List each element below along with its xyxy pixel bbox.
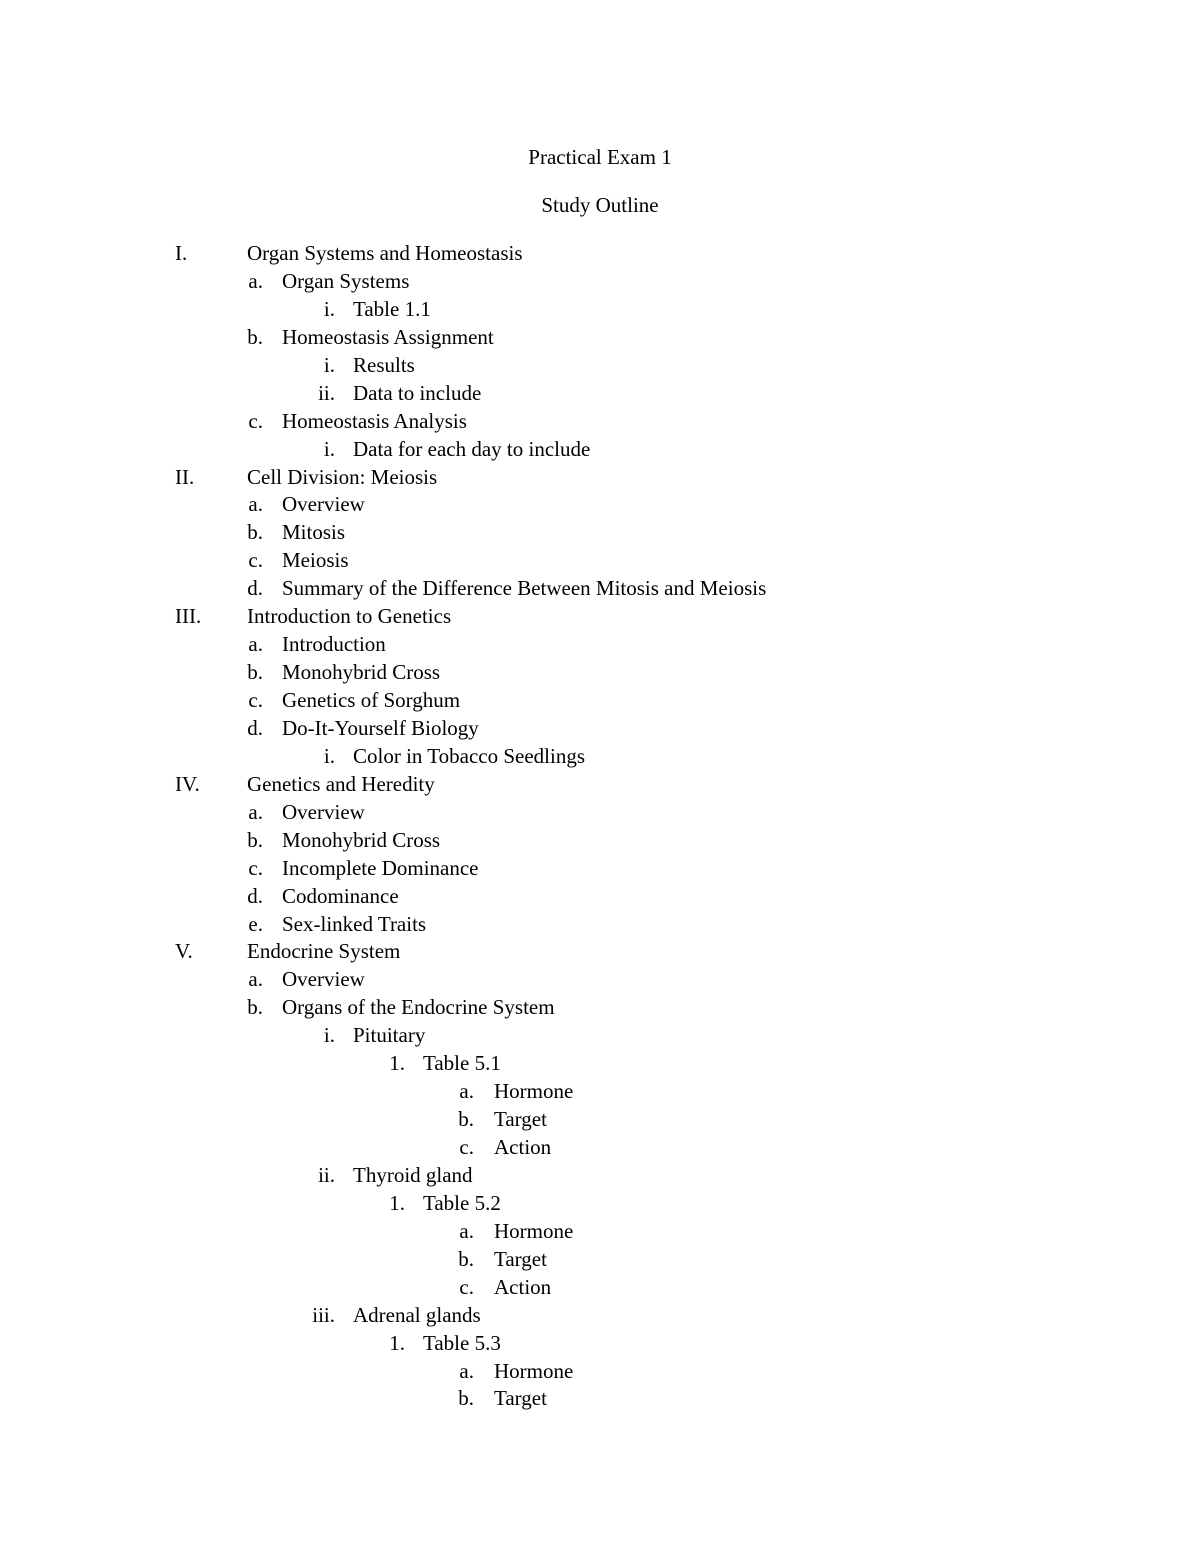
outline-marker: b.	[458, 1107, 474, 1132]
outline-marker: iii.	[312, 1302, 335, 1327]
outline-text: Table 1.1	[353, 296, 431, 321]
outline-text: Overview	[282, 492, 365, 517]
outline-text: Target	[494, 1386, 547, 1411]
outline-marker: 1.	[389, 1051, 405, 1076]
outline-marker: i.	[323, 743, 335, 768]
outline-text: Introduction to Genetics	[247, 604, 452, 629]
outline-marker: d.	[247, 715, 263, 740]
outline-text: Adrenal glands	[353, 1302, 481, 1327]
outline-item-level-5	[0, 1105, 1200, 1133]
outline-item-level-2	[0, 882, 1200, 910]
outline-item-level-3	[0, 742, 1200, 770]
outline-item-level-2	[0, 993, 1200, 1021]
outline-text: Table 5.1	[423, 1051, 501, 1076]
outline-text: Meiosis	[282, 548, 349, 573]
outline-item-level-4	[0, 1189, 1200, 1217]
outline-text: Hormone	[494, 1218, 574, 1243]
outline-marker: a.	[248, 632, 263, 657]
outline-marker: c.	[459, 1274, 474, 1299]
outline-item-level-2	[0, 267, 1200, 295]
outline-item-level-4	[0, 1329, 1200, 1357]
outline-marker: i.	[323, 1023, 335, 1048]
outline-marker: 1.	[389, 1190, 405, 1215]
outline-item-level-2	[0, 407, 1200, 435]
outline-text: Organs of the Endocrine System	[282, 995, 555, 1020]
outline-marker: IV.	[175, 771, 200, 796]
document-title: Practical Exam 1	[528, 145, 672, 169]
outline-item-level-2	[0, 323, 1200, 351]
outline-item-level-2	[0, 714, 1200, 742]
outline-item-level-5	[0, 1133, 1200, 1161]
outline-text: Thyroid gland	[353, 1162, 473, 1187]
outline-marker: b.	[247, 660, 263, 685]
outline-item-level-2	[0, 798, 1200, 826]
outline-marker: c.	[248, 548, 263, 573]
outline-marker: a.	[459, 1218, 474, 1243]
outline-text: Organ Systems and Homeostasis	[247, 241, 523, 265]
document-subtitle: Study Outline	[541, 193, 659, 217]
outline-item-level-2	[0, 854, 1200, 882]
outline-item-level-1	[0, 463, 1200, 491]
outline-marker: b.	[247, 995, 263, 1020]
outline-text: Hormone	[494, 1358, 574, 1383]
outline-text: Genetics and Heredity	[247, 771, 435, 796]
outline-item-level-5	[0, 1217, 1200, 1245]
outline-item-level-3	[0, 1301, 1200, 1329]
outline-item-level-2	[0, 910, 1200, 938]
outline-marker: c.	[248, 688, 263, 712]
outline-item-level-5	[0, 1077, 1200, 1105]
outline-text: Monohybrid Cross	[282, 827, 441, 852]
outline-marker: b.	[247, 520, 263, 545]
outline-text: Table 5.3	[423, 1330, 501, 1355]
outline-item-level-1	[0, 602, 1200, 630]
outline-text: Organ Systems	[282, 268, 410, 293]
outline-text: Do-It-Yourself Biology	[282, 715, 479, 740]
outline-item-level-3	[0, 435, 1200, 463]
outline-item-level-2	[0, 630, 1200, 658]
outline-marker: b.	[247, 324, 263, 349]
outline-marker: a.	[248, 492, 263, 517]
outline-item-level-5	[0, 1357, 1200, 1385]
outline-text: Genetics of Sorghum	[282, 688, 461, 712]
outline-text: Data to include	[353, 380, 482, 405]
outline-text: Hormone	[494, 1079, 574, 1104]
outline-marker: b.	[458, 1386, 474, 1411]
outline-item-level-2	[0, 658, 1200, 686]
outline-item-level-2	[0, 546, 1200, 574]
outline-marker: a.	[248, 799, 263, 824]
outline-text: Incomplete Dominance	[282, 855, 479, 880]
outline-marker: a.	[248, 268, 263, 293]
outline-marker: III.	[175, 604, 202, 629]
outline-item-level-2	[0, 518, 1200, 546]
outline-marker: b.	[247, 827, 263, 852]
outline-marker: c.	[248, 855, 263, 880]
outline-text: Results	[353, 352, 415, 377]
outline-item-level-2	[0, 686, 1200, 714]
outline-text: Homeostasis Analysis	[282, 408, 467, 433]
outline-item-level-3	[0, 1021, 1200, 1049]
outline-marker: i.	[323, 436, 335, 461]
outline-marker: c.	[248, 408, 263, 433]
outline-item-level-3	[0, 351, 1200, 379]
outline-item-level-1	[0, 239, 1200, 267]
outline-marker: i.	[323, 352, 335, 377]
outline-marker: ii.	[318, 1162, 335, 1187]
outline-marker: II.	[175, 464, 195, 489]
outline-text: Introduction	[282, 632, 386, 657]
outline-marker: I.	[175, 241, 188, 265]
outline-text: Action	[494, 1274, 552, 1299]
outline-marker: V.	[175, 939, 193, 964]
outline-item-level-5	[0, 1273, 1200, 1301]
outline-marker: a.	[248, 967, 263, 992]
outline-text: Table 5.2	[423, 1190, 501, 1215]
outline-text: Summary of the Difference Between Mitosis and Meiosis	[282, 576, 767, 601]
outline-marker: d.	[247, 883, 263, 908]
outline-text: Homeostasis Assignment	[282, 324, 494, 349]
outline-item-level-1	[0, 770, 1200, 798]
outline-marker: i.	[323, 296, 335, 321]
outline-marker: 1.	[389, 1330, 405, 1355]
outline-text: Endocrine System	[247, 939, 401, 964]
outline-item-level-3	[0, 379, 1200, 407]
outline-item-level-5	[0, 1245, 1200, 1273]
outline-marker: e.	[248, 911, 263, 936]
outline-marker: c.	[459, 1135, 474, 1159]
outline-item-level-3	[0, 1161, 1200, 1189]
study-outline	[0, 239, 1200, 1412]
outline-marker: b.	[458, 1246, 474, 1271]
outline-item-level-1	[0, 937, 1200, 965]
outline-text: Codominance	[282, 883, 399, 908]
outline-text: Sex-linked Traits	[282, 911, 427, 936]
outline-text: Pituitary	[353, 1023, 426, 1048]
outline-text: Mitosis	[282, 520, 346, 545]
outline-item-level-2	[0, 574, 1200, 602]
outline-item-level-4	[0, 1049, 1200, 1077]
outline-marker: a.	[459, 1079, 474, 1104]
outline-item-level-2	[0, 965, 1200, 993]
outline-marker: d.	[247, 576, 263, 601]
outline-text: Overview	[282, 799, 365, 824]
outline-item-level-5	[0, 1384, 1200, 1412]
outline-item-level-2	[0, 490, 1200, 518]
outline-text: Color in Tobacco Seedlings	[353, 743, 586, 768]
outline-text: Target	[494, 1246, 547, 1271]
outline-marker: ii.	[318, 380, 335, 405]
outline-item-level-2	[0, 826, 1200, 854]
outline-text: Target	[494, 1107, 547, 1132]
outline-text: Cell Division: Meiosis	[247, 464, 438, 489]
outline-marker: a.	[459, 1358, 474, 1383]
outline-text: Monohybrid Cross	[282, 660, 441, 685]
outline-text: Data for each day to include	[353, 436, 591, 461]
outline-text: Overview	[282, 967, 365, 992]
outline-text: Action	[494, 1135, 552, 1159]
outline-item-level-3	[0, 295, 1200, 323]
